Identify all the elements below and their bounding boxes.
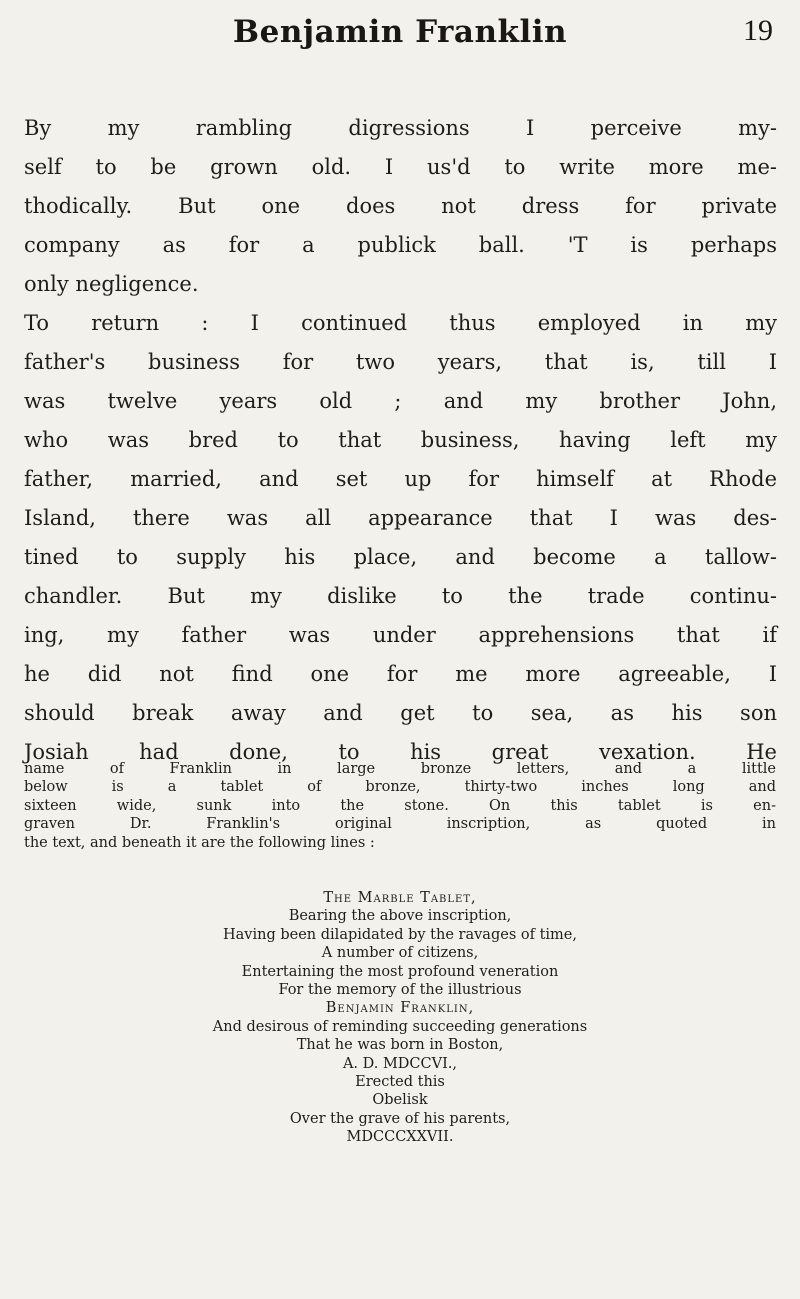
footnote-line: below is a tablet of bronze, thirty-two inches long and: [24, 779, 776, 796]
running-title: Benjamin Franklin: [232, 14, 568, 50]
inscription-line: Having been dilapidated by the ravages of time,: [223, 926, 577, 943]
inscription-line: Over the grave of his parents,: [289, 1110, 511, 1127]
body-text: [24, 109, 777, 772]
body-line: should break away and get to sea, as his son: [24, 701, 777, 725]
inscription-line: Bearing the above inscription,: [288, 908, 512, 925]
body-line: Island, there was all appearance that I was des-: [24, 506, 777, 530]
inscription-line: Benjamin Franklin,: [325, 1000, 475, 1017]
inscription-line: And desirous of reminding succeeding generations: [212, 1018, 588, 1035]
footnote-line: name of Franklin in large bronze letters, and a little: [24, 761, 776, 777]
inscription-line: Erected this: [355, 1073, 445, 1090]
running-head: [0, 14, 800, 58]
inscription: [24, 889, 776, 1146]
body-line: company as for a publick ball. 'T is perhaps: [24, 233, 777, 257]
body-line: thodically. But one does not dress for private: [24, 194, 777, 218]
body-line: only negligence.: [24, 272, 199, 296]
inscription-line: That he was born in Boston,: [296, 1037, 504, 1054]
body-line: Josiah had done, to his great vexation. He: [24, 740, 777, 764]
body-line: father, married, and set up for himself at Rhode: [24, 467, 777, 491]
body-line: tined to supply his place, and become a tallow-: [24, 545, 777, 569]
body-line: By my rambling digressions I perceive my-: [24, 116, 777, 140]
body-line: who was bred to that business, having left my: [24, 428, 777, 452]
inscription-line: Obelisk: [372, 1092, 428, 1109]
body-line: chandler. But my dislike to the trade continu-: [24, 584, 777, 608]
body-line: father's business for two years, that is, till I: [24, 350, 777, 374]
inscription-line: For the memory of the illustrious: [278, 981, 522, 998]
page-number: 19: [743, 14, 773, 47]
inscription-line: A. D. MDCCVI.,: [342, 1055, 458, 1072]
inscription-line: MDCCCXXVII.: [346, 1129, 454, 1146]
footnote-line: sixteen wide, sunk into the stone. On this tablet is en-: [24, 797, 776, 814]
footnote-line: the text, and beneath it are the following lines :: [24, 834, 375, 851]
inscription-line: A number of citizens,: [321, 945, 479, 962]
footnote-line: graven Dr. Franklin's original inscription, as quoted in: [24, 816, 776, 833]
body-line: ing, my father was under apprehensions that if: [24, 623, 777, 647]
body-line: was twelve years old ; and my brother John,: [24, 389, 777, 413]
body-line: he did not find one for me more agreeable, I: [24, 662, 777, 686]
body-line: self to be grown old. I us'd to write more me-: [24, 155, 777, 179]
footnote: [24, 760, 776, 852]
inscription-line: The Marble Tablet,: [323, 890, 477, 906]
inscription-line: Entertaining the most profound veneration: [241, 963, 559, 980]
body-line: To return : I continued thus employed in my: [24, 311, 777, 335]
